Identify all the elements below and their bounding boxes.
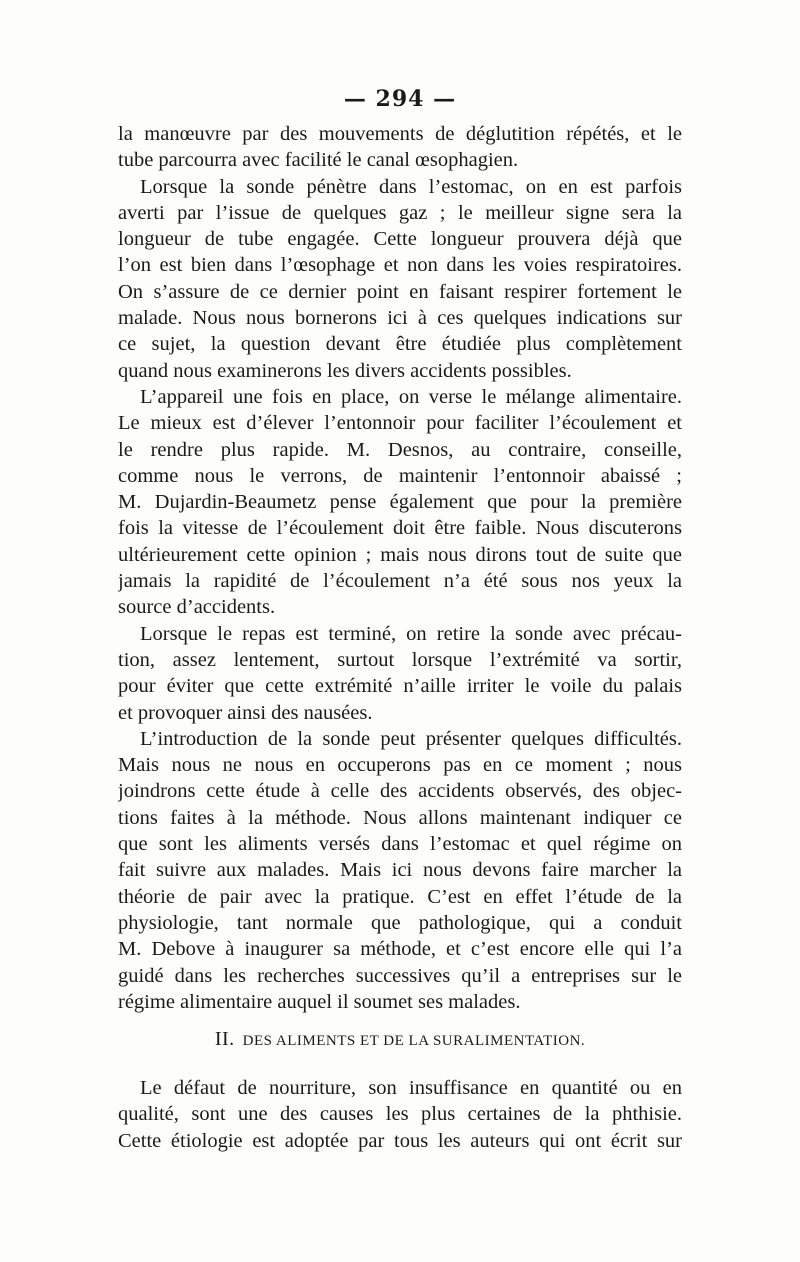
text-line: averti par l’issue de quelques gaz ; le meilleur signe sera la — [118, 201, 682, 224]
text-line: et provoquer ainsi des nausées. — [118, 701, 373, 724]
text-line: ce sujet, la question devant être étudiée plus complètement — [118, 333, 682, 356]
text-line: qualité, sont une des causes les plus certaines de la phthisie. — [118, 1103, 682, 1126]
text-line: que sont les aliments versés dans l’estomac et quel régime on — [118, 833, 682, 856]
text-line: Lorsque le repas est terminé, on retire la sonde avec précau- — [140, 622, 682, 645]
body-text-top — [118, 121, 682, 1015]
text-line: longueur de tube engagée. Cette longueur prouvera déjà que — [118, 228, 682, 251]
text-line: régime alimentaire auquel il soumet ses malades. — [118, 990, 521, 1013]
page-number: — 294 — — [343, 86, 457, 112]
text-line: source d’accidents. — [118, 596, 276, 619]
text-line: tube parcourra avec facilité le canal œsophagien. — [118, 149, 519, 172]
text-line: guidé dans les recherches successives qu’il a entreprises sur le — [118, 964, 682, 987]
text-line: fait suivre aux malades. Mais ici nous devons faire marcher la — [118, 859, 682, 882]
text-line: Le défaut de nourriture, son insuffisance en quantité ou en — [140, 1077, 682, 1099]
text-line: comme nous le verrons, de maintenir l’entonnoir abaissé ; — [118, 464, 682, 487]
text-line: l’on est bien dans l’œsophage et non dans les voies respiratoires. — [118, 254, 682, 277]
text-line: tion, assez lentement, surtout lorsque l’extrémité va sortir, — [118, 648, 682, 671]
text-line: fois la vitesse de l’écoulement doit être faible. Nous discuterons — [118, 517, 682, 540]
text-line: théorie de pair avec la pratique. C’est en effet l’étude de la — [118, 885, 682, 908]
text-line: tions faites à la méthode. Nous allons maintenant indiquer ce — [118, 806, 682, 829]
text-line: L’appareil une fois en place, on verse le mélange alimentaire. — [140, 385, 682, 408]
text-line: M. Debove à inaugurer sa méthode, et c’est encore elle qui l’a — [118, 938, 682, 961]
text-line: la manœuvre par des mouvements de déglutition répétés, et le — [118, 123, 682, 145]
section-heading — [0, 1028, 800, 1051]
text-line: joindrons cette étude à celle des accidents observés, des objec- — [118, 780, 682, 803]
text-line: quand nous examinerons les divers accidents possibles. — [118, 359, 572, 382]
text-line: pour éviter que cette extrémité n’aille irriter le voile du palais — [118, 675, 682, 698]
text-line: Le mieux est d’élever l’entonnoir pour faciliter l’écoulement et — [118, 412, 682, 435]
text-line: On s’assure de ce dernier point en faisant respirer fortement le — [118, 280, 682, 303]
section-title: DES ALIMENTS ET DE LA SURALIMENTATION. — [242, 1033, 586, 1049]
text-line: Cette étiologie est adoptée par tous les auteurs qui ont écrit sur — [118, 1129, 682, 1152]
text-line: ultérieurement cette opinion ; mais nous dirons tout de suite que — [118, 543, 682, 566]
text-line: jamais la rapidité de l’écoulement n’a été sous nos yeux la — [118, 570, 682, 593]
text-line: physiologie, tant normale que pathologique, qui a conduit — [118, 911, 682, 934]
text-line: Lorsque la sonde pénètre dans l’estomac, on en est parfois — [140, 175, 682, 198]
body-text-bottom — [118, 1075, 682, 1154]
text-line: M. Dujardin-Beaumetz pense également que pour la première — [118, 491, 682, 514]
text-line: malade. Nous nous bornerons ici à ces quelques indications sur — [118, 307, 682, 330]
text-line: le rendre plus rapide. M. Desnos, au contraire, conseille, — [118, 438, 682, 461]
section-number: II. — [214, 1028, 235, 1050]
text-line: Mais nous ne nous en occuperons pas en ce moment ; nous — [118, 754, 682, 777]
text-line: L’introduction de la sonde peut présenter quelques difficultés. — [140, 727, 682, 750]
